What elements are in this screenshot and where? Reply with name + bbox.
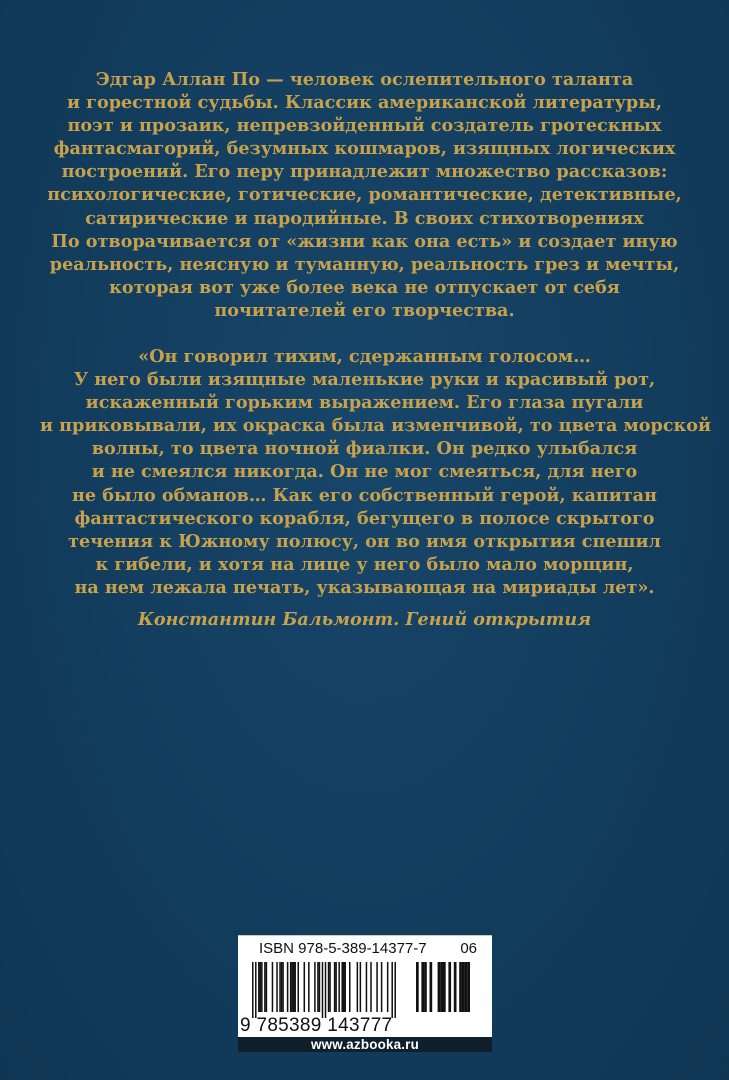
barcode-bar	[334, 962, 336, 1012]
barcode-digits: 9 785389 143777	[240, 1015, 393, 1036]
barcode-bar	[317, 962, 319, 1012]
barcode-bar	[430, 962, 433, 1012]
quote-attribution: Константин Бальмонт. Гений открытия	[137, 609, 592, 630]
quote-line: и не смеялся никогда. Он не мог смеяться, для него	[91, 461, 638, 483]
barcode-bar	[467, 962, 470, 1012]
quote-line: к гибели, и хотя на лице у него было мало морщин,	[95, 553, 634, 575]
quote-line: на нем лежала печать, указывающая на мириады лет».	[74, 576, 655, 598]
barcode-bar	[319, 962, 321, 1012]
barcode-bar	[424, 962, 427, 1012]
barcode-bar	[341, 962, 343, 1012]
barcode-bar	[264, 962, 266, 1012]
intro-paragraph	[40, 68, 689, 322]
barcode-bar	[260, 962, 262, 1012]
barcode-bar	[360, 962, 362, 1012]
intro-line: почитателей его творчества.	[214, 299, 515, 321]
barcode-bar	[338, 962, 340, 1012]
barcode-bar	[258, 962, 260, 1012]
barcode-bar	[294, 962, 296, 1012]
barcode-bar	[343, 962, 345, 1012]
barcode-bar	[349, 962, 351, 1012]
barcode-bar	[454, 962, 457, 1012]
barcode-bar	[387, 962, 389, 1012]
barcode-bar	[459, 962, 462, 1012]
barcode-bar	[416, 962, 419, 1012]
intro-line: психологические, готические, романтические, детективные,	[47, 184, 682, 206]
barcode-bar	[391, 962, 393, 1018]
barcode-bar	[322, 962, 324, 1018]
barcode-bars	[252, 962, 396, 1018]
barcode-bar	[287, 962, 289, 1012]
barcode-bar	[252, 962, 254, 1018]
barcode-bar	[314, 962, 316, 1012]
barcode-bar	[325, 962, 327, 1018]
barcode-bar	[366, 962, 368, 1012]
intro-line: которая вот уже более века не отпускает от себя	[109, 276, 620, 298]
barcode-bar	[293, 962, 295, 1012]
barcode-bar	[291, 962, 293, 1012]
barcode-bar	[357, 962, 359, 1012]
intro-line: реальность, неясную и туманную, реальность грез и мечты,	[49, 253, 680, 275]
quote-line: и приковывали, их окраска была изменчивой, то цвета морской	[40, 415, 712, 437]
barcode-bar	[465, 962, 468, 1012]
barcode-bar	[370, 962, 372, 1012]
barcode-bar	[438, 962, 441, 1012]
intro-line: По отворачивается от «жизни как она есть» и создает иную	[51, 230, 678, 252]
barcode-bar	[462, 962, 465, 1012]
barcode-bar	[448, 962, 451, 1012]
barcode-bar	[344, 962, 346, 1012]
barcode-bar	[272, 962, 274, 1012]
barcode-bar	[421, 962, 424, 1012]
intro-line: сатирические и пародийные. В своих стихотворениях	[85, 207, 644, 229]
isbn-number: ISBN 978-5-389-14377-7	[259, 940, 427, 957]
barcode-bar	[440, 962, 443, 1012]
barcode-bar	[276, 962, 278, 1012]
barcode-bar	[329, 962, 331, 1012]
barcode-label	[238, 935, 492, 1052]
quote-line: течения к Южному полюсу, он во имя открытия спешил	[68, 530, 661, 552]
quote-line: не было обманов… Как его собственный герой, капитан	[72, 484, 657, 506]
barcode-bar	[261, 962, 263, 1012]
barcode-bar	[255, 962, 257, 1018]
quote-paragraph	[40, 345, 712, 599]
barcode-bar	[304, 962, 306, 1012]
barcode-bar	[328, 962, 330, 1012]
barcode-bar	[290, 962, 292, 1012]
intro-line: поэт и прозаик, непревзойденный создатель гротескных	[67, 115, 662, 137]
barcode-bar	[394, 962, 396, 1018]
barcode-bar	[279, 962, 281, 1012]
barcode-bar	[282, 962, 284, 1012]
barcode-bar	[308, 962, 310, 1012]
intro-line: фантасмагорий, безумных кошмаров, изящных логических	[53, 138, 676, 160]
intro-line: Эдгар Аллан По — человек ослепительного таланта	[95, 69, 634, 90]
barcode-bar	[297, 962, 299, 1012]
quote-line: «Он говорил тихим, сдержанным голосом…	[138, 346, 591, 367]
isbn-row	[259, 939, 477, 959]
intro-line: и горестной судьбы. Классик американской литературы,	[67, 92, 662, 114]
isbn-addon: 06	[460, 940, 477, 957]
barcode-bar	[381, 962, 383, 1012]
quote-line: У него были изящные маленькие руки и красивый рот,	[73, 369, 656, 391]
barcode-bar	[335, 962, 337, 1012]
barcode-bar	[376, 962, 378, 1012]
intro-line: построений. Его перу принадлежит множество рассказов:	[61, 161, 668, 183]
barcode-bar	[281, 962, 283, 1012]
barcode-bar	[266, 962, 268, 1012]
quote-line: волны, то цвета ночной фиалки. Он редко улыбался	[91, 438, 638, 460]
quote-line: искаженный горьким выражением. Его глаза пугали	[85, 392, 644, 414]
quote-line: фантастического корабля, бегущего в полосе скрытого	[74, 507, 655, 529]
publisher-url: www.azbooka.ru	[238, 1037, 492, 1052]
barcode-bar	[443, 962, 446, 1012]
barcode-addon-bars	[416, 962, 470, 1018]
